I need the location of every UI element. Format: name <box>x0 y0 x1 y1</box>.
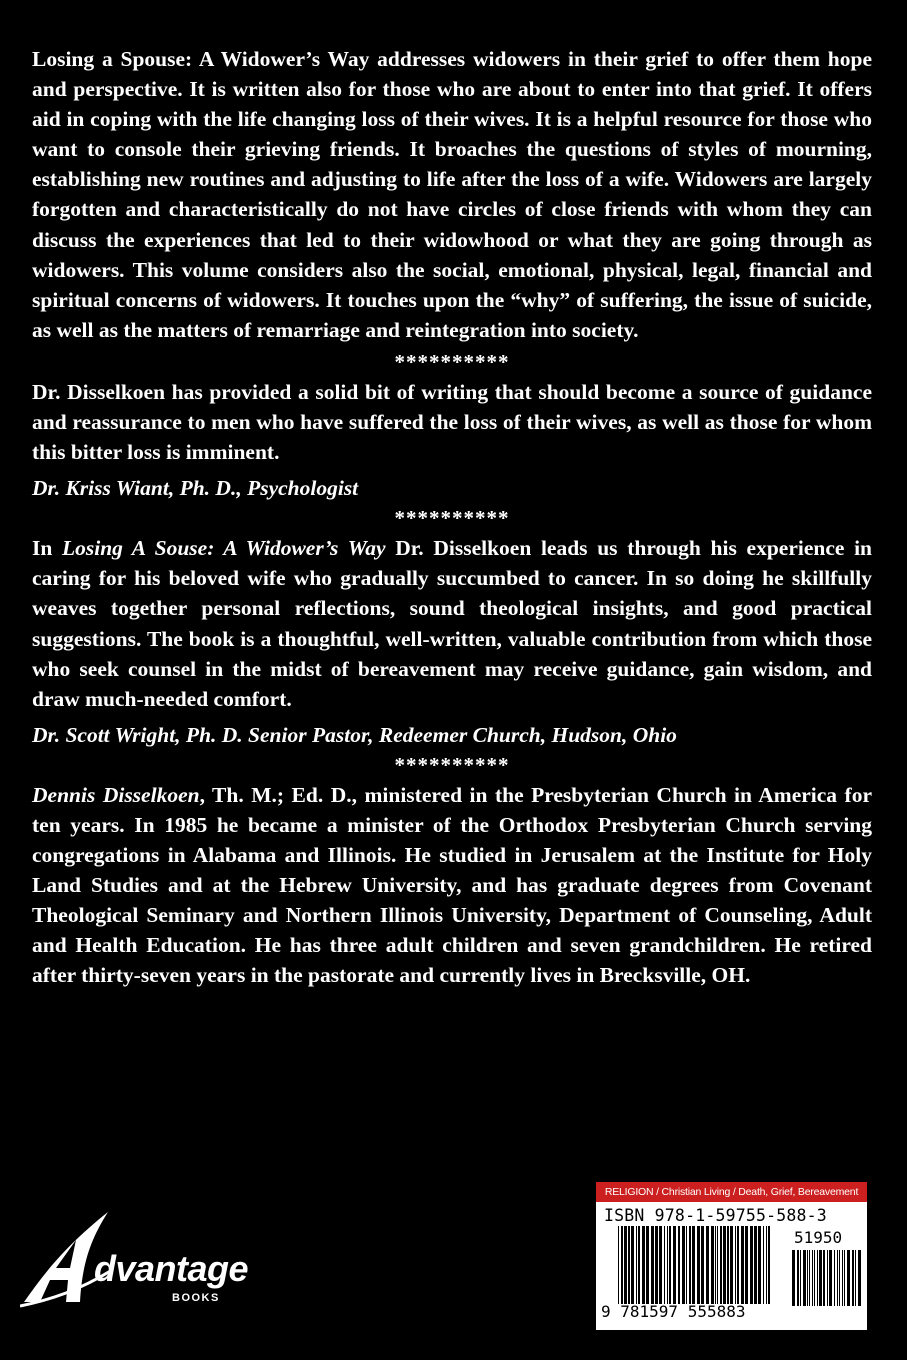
barcode-bar <box>858 1250 861 1306</box>
barcode-bar <box>812 1250 813 1306</box>
barcode-bar <box>823 1250 825 1306</box>
barcode-bar <box>646 1226 649 1304</box>
review-2-lead: In <box>32 536 62 561</box>
barcode-bar <box>737 1226 739 1304</box>
isbn-text: ISBN 978-1-59755-588-3 <box>604 1206 827 1225</box>
cover-text <box>32 44 872 990</box>
barcode-bar <box>807 1250 808 1306</box>
barcode-bar <box>723 1226 726 1304</box>
barcode-bar <box>631 1226 634 1304</box>
price-code: 51950 <box>794 1228 843 1247</box>
barcode-bar <box>837 1250 838 1306</box>
barcode-bar <box>664 1226 665 1304</box>
barcode-bar <box>800 1250 801 1306</box>
barcode-bar <box>655 1226 658 1304</box>
barcode-bar <box>727 1226 729 1304</box>
barcode-bar <box>814 1250 815 1306</box>
review-1-text: Dr. Disselkoen has provided a solid bit of writing that should become a source of guidance and reassurance to men who have suffered the loss of their wives, as well as those for whom this bitter loss is imminent. <box>32 379 872 465</box>
separator-3: ********** <box>394 752 510 777</box>
review-2-text <box>32 533 872 714</box>
barcode-bar <box>638 1226 640 1304</box>
barcode-bar <box>855 1250 856 1306</box>
barcode-bar <box>735 1226 736 1304</box>
barcode-bar <box>768 1226 770 1304</box>
barcode-bar <box>758 1226 761 1304</box>
ean-number: 9 781597 555883 <box>601 1302 746 1321</box>
barcode-bar <box>844 1250 845 1306</box>
barcode-bar <box>621 1226 623 1304</box>
barcode-bar <box>715 1226 716 1304</box>
barcode-bar <box>829 1250 832 1306</box>
barcode-bar <box>745 1226 748 1304</box>
review-1-attribution: Dr. Kriss Wiant, Ph. D., Psychologist <box>32 476 359 501</box>
barcode-bar <box>689 1226 691 1304</box>
separator-2: ********** <box>394 506 510 531</box>
barcode-bar <box>754 1226 757 1304</box>
barcode-bar <box>750 1226 753 1304</box>
barcode-bar <box>839 1250 840 1306</box>
barcode-box <box>596 1182 867 1330</box>
review-2-book-title: Losing A Souse: A Widower’s Way <box>62 536 386 561</box>
barcode-bar <box>819 1250 822 1306</box>
barcode-bar <box>686 1226 687 1304</box>
barcode-bar <box>701 1226 704 1304</box>
publisher-subtitle: BOOKS <box>172 1292 220 1304</box>
barcode-bar <box>803 1250 806 1306</box>
barcode-bar <box>692 1226 695 1304</box>
barcode-bar <box>659 1226 662 1304</box>
publisher-logo <box>20 1210 260 1310</box>
barcode-bar <box>669 1226 671 1304</box>
barcode-bar <box>842 1250 843 1306</box>
barcode-bar <box>697 1226 700 1304</box>
barcode-bar <box>720 1226 722 1304</box>
barcode-bar <box>628 1226 630 1304</box>
barcode-bar <box>678 1226 680 1304</box>
barcode-bar <box>809 1250 810 1306</box>
category-band: RELIGION / Christian Living / Death, Grief, Bereavement <box>596 1182 867 1202</box>
barcode-bar <box>636 1226 637 1304</box>
review-2-body: Dr. Disselkoen leads us through his experience in caring for his beloved wife who gradually succumbed to cancer. In so doing he skillfully weaves together personal reflections, sound theological insights, and good practical suggestions. The book is a thoughtful, well-written, valuable contribution from which those who seek counsel in the midst of bereavement may receive guidance, gain wisdom, and draw much-needed comfort. <box>32 536 873 711</box>
author-bio-text: , Th. M.; Ed. D., ministered in the Presbyterian Church in America for ten years. In 1985 he became a minister of the Orthodox Presbyterian Church serving congregations in Alabama and Illinois. He studied in Jerusalem at the Institute for Holy Land Studies and at the Hebrew University, and has graduate degrees from Covenant Theological Seminary and Northern Illinois University, Department of Counseling, Adult and Health Education. He has three adult children and seven grandchildren. He retired after thirty-seven years in the pastorate and currently lives in Brecksville, OH. <box>32 782 872 988</box>
author-name: Dennis Disselkoen <box>32 782 200 807</box>
barcode-bar <box>673 1226 676 1304</box>
barcode-bar <box>711 1226 714 1304</box>
barcode-bar <box>766 1226 767 1304</box>
barcode-bar <box>651 1226 654 1304</box>
separator-1: ********** <box>394 349 510 374</box>
barcode-bar <box>642 1226 645 1304</box>
barcode-bar <box>797 1250 799 1306</box>
barcode-bar <box>667 1226 668 1304</box>
publisher-name: dvantage <box>94 1248 249 1289</box>
barcode-bar <box>827 1250 828 1306</box>
blurb-paragraph: Losing a Spouse: A Widower’s Way addresses widowers in their grief to offer them hope and perspective. It is written also for those who are about to enter into that grief. It offers aid in coping with the life changing loss of their wives. It is a helpful resource for those who want to console their grieving friends. It broaches the questions of styles of mourning, establishing new routines and adjusting to life after the loss of a wife. Widowers are largely forgotten and characteristically do not have circles of close friends with whom they can discuss the experiences that led to their widowhood or what they are going through as widowers. This volume considers also the social, emotional, physical, legal, financial and spiritual concerns of widowers. It touches upon the “why” of suffering, the issue of suicide, as well as the matters of remarriage and reintegration into society. <box>32 47 872 342</box>
barcode-bar <box>792 1250 795 1306</box>
barcode-bar <box>624 1226 627 1304</box>
barcode-bar <box>682 1226 685 1304</box>
barcode-bar <box>847 1250 850 1306</box>
author-bio <box>32 780 872 991</box>
barcode-bar <box>817 1250 818 1306</box>
barcode-bar <box>706 1226 709 1304</box>
review-2-attribution: Dr. Scott Wright, Ph. D. Senior Pastor, Redeemer Church, Hudson, Ohio <box>32 722 677 747</box>
barcode-bar <box>618 1226 619 1304</box>
barcode-bar <box>763 1226 764 1304</box>
barcode-bar <box>741 1226 744 1304</box>
barcode-bar <box>834 1250 835 1306</box>
barcode-bar <box>717 1226 718 1304</box>
barcode-bar <box>730 1226 733 1304</box>
barcode-bar <box>852 1250 854 1306</box>
